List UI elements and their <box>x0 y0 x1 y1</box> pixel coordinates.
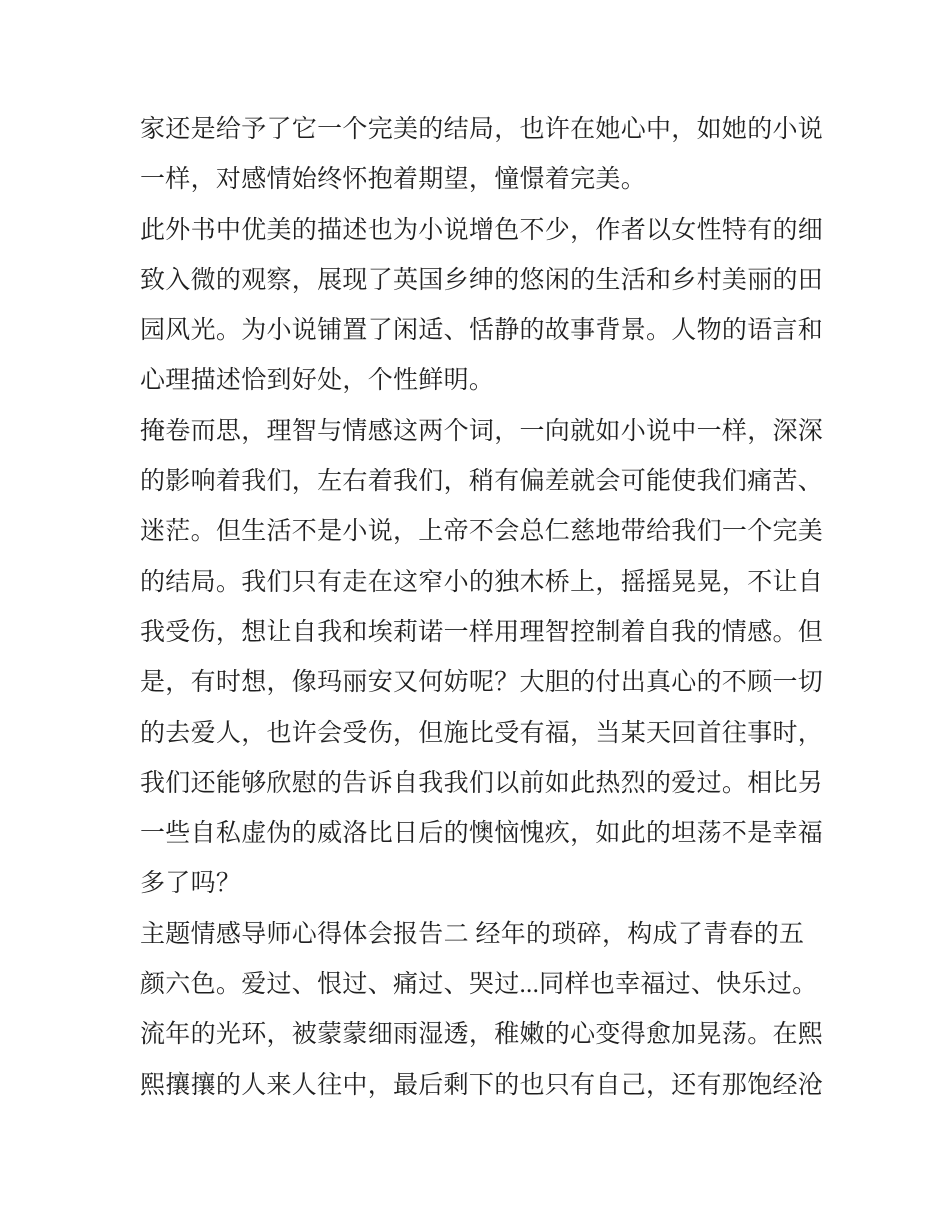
text-line: 熙攘攘的人来人往中，最后剩下的也只有自己，还有那饱经沧 <box>140 1071 824 1099</box>
text-line: 的影响着我们，左右着我们，稍有偏差就会可能使我们痛苦、 <box>140 468 824 496</box>
text-line: 一些自私虚伪的威洛比日后的懊恼愧疚，如此的坦荡不是幸福 <box>140 820 824 848</box>
text-line: 心理描述恰到好处，个性鲜明。 <box>140 367 495 395</box>
text-line: 我受伤，想让自我和埃莉诺一样用理智控制着自我的情感。但 <box>140 618 824 646</box>
text-line: 是，有时想，像玛丽安又何妨呢？大胆的付出真心的不顾一切 <box>140 669 824 697</box>
text-line: 的结局。我们只有走在这窄小的独木桥上，摇摇晃晃，不让自 <box>140 568 824 596</box>
text-block <box>140 105 830 1111</box>
text-line: 颜六色。爱过、恨过、痛过、哭过...同样也幸福过、快乐过。 <box>140 971 818 999</box>
text-line: 家还是给予了它一个完美的结局，也许在她心中，如她的小说 <box>140 116 824 143</box>
text-line: 的去爱人，也许会受伤，但施比受有福，当某天回首往事时， <box>140 719 824 747</box>
text-line: 我们还能够欣慰的告诉自我我们以前如此热烈的爱过。相比另 <box>140 769 824 797</box>
text-line: 多了吗？ <box>140 870 242 898</box>
text-line: 园风光。为小说铺置了闲适、恬静的故事背景。人物的语言和 <box>140 317 824 345</box>
text-line: 掩卷而思，理智与情感这两个词，一向就如小说中一样，深深 <box>140 417 824 445</box>
text-line: 主题情感导师心得体会报告二 经年的琐碎，构成了青春的五 <box>140 920 805 948</box>
text-line: 此外书中优美的描述也为小说增色不少，作者以女性特有的细 <box>140 216 824 244</box>
text-line: 流年的光环，被蒙蒙细雨湿透，稚嫩的心变得愈加晃荡。在熙 <box>140 1021 824 1049</box>
text-line: 迷茫。但生活不是小说，上帝不会总仁慈地带给我们一个完美 <box>140 518 824 546</box>
text-line: 一样，对感情始终怀抱着期望，憧憬着完美。 <box>140 166 647 194</box>
text-line: 致入微的观察，展现了英国乡绅的悠闲的生活和乡村美丽的田 <box>140 266 824 294</box>
